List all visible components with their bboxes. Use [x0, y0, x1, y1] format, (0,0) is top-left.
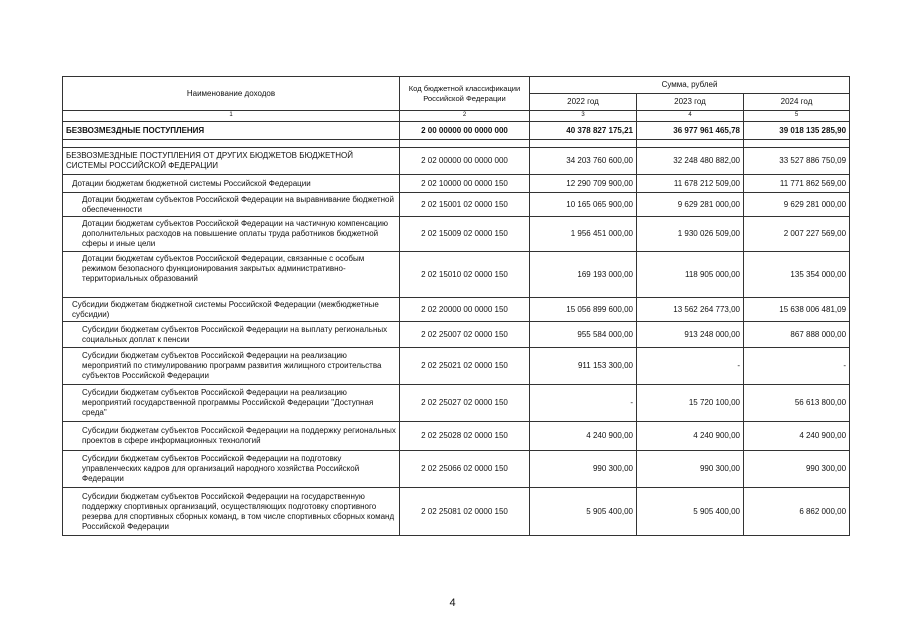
row-value-2024: 867 888 000,00 — [744, 322, 850, 348]
header-row — [63, 77, 850, 94]
column-index: 4 — [637, 111, 744, 122]
row-value-2023: 32 248 480 882,00 — [637, 148, 744, 175]
row-name: Субсидии бюджетам субъектов Российской Федерации на выплату региональных социальных доплат к пенсии — [63, 322, 400, 348]
row-code: 2 02 15010 02 0000 150 — [400, 252, 530, 298]
row-code: 2 02 25066 02 0000 150 — [400, 451, 530, 488]
row-name: Дотации бюджетам субъектов Российской Федерации на выравнивание бюджетной обеспеченности — [63, 193, 400, 217]
row-code: 2 02 15009 02 0000 150 — [400, 217, 530, 252]
row-value-2022: 169 193 000,00 — [530, 252, 637, 298]
row-value-2024: 135 354 000,00 — [744, 252, 850, 298]
row-value-2023: 5 905 400,00 — [637, 488, 744, 536]
table-row — [63, 348, 850, 385]
row-code: 2 02 25028 02 0000 150 — [400, 422, 530, 451]
row-value-2023: 118 905 000,00 — [637, 252, 744, 298]
header-name: Наименование доходов — [63, 77, 400, 111]
table-row — [63, 488, 850, 536]
header-year-2023: 2023 год — [637, 94, 744, 111]
row-code: 2 02 25027 02 0000 150 — [400, 385, 530, 422]
row-value-2024: 4 240 900,00 — [744, 422, 850, 451]
column-index: 5 — [744, 111, 850, 122]
header-sum: Сумма, рублей — [530, 77, 850, 94]
row-value-2024: - — [744, 348, 850, 385]
row-value-2023: 13 562 264 773,00 — [637, 298, 744, 322]
spacer-row — [63, 140, 850, 148]
row-value-2022: 5 905 400,00 — [530, 488, 637, 536]
row-name: Субсидии бюджетам бюджетной системы Российской Федерации (межбюджетные субсидии) — [63, 298, 400, 322]
table-row — [63, 422, 850, 451]
table-row — [63, 175, 850, 193]
column-index: 2 — [400, 111, 530, 122]
row-value-2022: 40 378 827 175,21 — [530, 122, 637, 140]
row-code: 2 02 25081 02 0000 150 — [400, 488, 530, 536]
table-row — [63, 122, 850, 140]
table-row — [63, 385, 850, 422]
row-name: БЕЗВОЗМЕЗДНЫЕ ПОСТУПЛЕНИЯ ОТ ДРУГИХ БЮДЖЕТОВ БЮДЖЕТНОЙ СИСТЕМЫ РОССИЙСКОЙ ФЕДЕРАЦИИ — [63, 148, 400, 175]
row-value-2022: 15 056 899 600,00 — [530, 298, 637, 322]
header-code: Код бюджетной классификации Российской Федерации — [400, 77, 530, 111]
row-value-2023: 1 930 026 509,00 — [637, 217, 744, 252]
row-code: 2 00 00000 00 0000 000 — [400, 122, 530, 140]
row-value-2022: - — [530, 385, 637, 422]
row-code: 2 02 00000 00 0000 000 — [400, 148, 530, 175]
row-value-2023: 4 240 900,00 — [637, 422, 744, 451]
row-value-2023: 990 300,00 — [637, 451, 744, 488]
row-name: Субсидии бюджетам субъектов Российской Федерации на подготовку управленческих кадров для организаций народного хозяйства Российской Федерации — [63, 451, 400, 488]
table-row — [63, 148, 850, 175]
row-code: 2 02 25021 02 0000 150 — [400, 348, 530, 385]
row-name: Дотации бюджетам бюджетной системы Российской Федерации — [63, 175, 400, 193]
column-index-row — [63, 111, 850, 122]
row-value-2024: 15 638 006 481,09 — [744, 298, 850, 322]
row-code: 2 02 25007 02 0000 150 — [400, 322, 530, 348]
table-row — [63, 252, 850, 298]
row-value-2023: 15 720 100,00 — [637, 385, 744, 422]
revenue-table — [62, 76, 850, 536]
header-year-2022: 2022 год — [530, 94, 637, 111]
row-value-2022: 34 203 760 600,00 — [530, 148, 637, 175]
row-value-2022: 955 584 000,00 — [530, 322, 637, 348]
column-index: 3 — [530, 111, 637, 122]
row-value-2024: 2 007 227 569,00 — [744, 217, 850, 252]
row-value-2024: 39 018 135 285,90 — [744, 122, 850, 140]
row-value-2024: 6 862 000,00 — [744, 488, 850, 536]
row-name: Субсидии бюджетам субъектов Российской Федерации на реализацию мероприятий государственной программы Российской Федерации "Доступная среда" — [63, 385, 400, 422]
row-name: Дотации бюджетам субъектов Российской Федерации на частичную компенсацию дополнительных расходов на повышение оплаты труда работников бюджетной сферы и иные цели — [63, 217, 400, 252]
row-value-2023: 36 977 961 465,78 — [637, 122, 744, 140]
row-value-2023: - — [637, 348, 744, 385]
row-code: 2 02 20000 00 0000 150 — [400, 298, 530, 322]
row-name: Субсидии бюджетам субъектов Российской Федерации на поддержку региональных проектов в сфере информационных технологий — [63, 422, 400, 451]
row-value-2023: 11 678 212 509,00 — [637, 175, 744, 193]
row-code: 2 02 15001 02 0000 150 — [400, 193, 530, 217]
row-code: 2 02 10000 00 0000 150 — [400, 175, 530, 193]
row-value-2022: 10 165 065 900,00 — [530, 193, 637, 217]
table-row — [63, 451, 850, 488]
column-index: 1 — [63, 111, 400, 122]
row-value-2022: 911 153 300,00 — [530, 348, 637, 385]
row-value-2024: 11 771 862 569,00 — [744, 175, 850, 193]
row-name: Субсидии бюджетам субъектов Российской Федерации на реализацию мероприятий по стимулированию программ развития жилищного строительства субъектов Российской Федерации — [63, 348, 400, 385]
row-value-2022: 12 290 709 900,00 — [530, 175, 637, 193]
row-value-2022: 1 956 451 000,00 — [530, 217, 637, 252]
row-name: Субсидии бюджетам субъектов Российской Федерации на государственную поддержку спортивных организаций, осуществляющих подготовку спортивного резерва для спортивных сборных команд, в том числе спортивных сборных команд Российской Федерации — [63, 488, 400, 536]
row-value-2022: 4 240 900,00 — [530, 422, 637, 451]
table-row — [63, 193, 850, 217]
table-row — [63, 298, 850, 322]
row-value-2024: 990 300,00 — [744, 451, 850, 488]
page-number: 4 — [449, 597, 456, 609]
table-row — [63, 322, 850, 348]
row-value-2023: 9 629 281 000,00 — [637, 193, 744, 217]
row-value-2023: 913 248 000,00 — [637, 322, 744, 348]
header-year-2024: 2024 год — [744, 94, 850, 111]
row-name: БЕЗВОЗМЕЗДНЫЕ ПОСТУПЛЕНИЯ — [63, 122, 400, 140]
table-row — [63, 217, 850, 252]
row-value-2024: 9 629 281 000,00 — [744, 193, 850, 217]
row-value-2024: 56 613 800,00 — [744, 385, 850, 422]
row-value-2022: 990 300,00 — [530, 451, 637, 488]
row-value-2024: 33 527 886 750,09 — [744, 148, 850, 175]
row-name: Дотации бюджетам субъектов Российской Федерации, связанные с особым режимом безопасного функционирования закрытых административно-территориальных образований — [63, 252, 400, 298]
